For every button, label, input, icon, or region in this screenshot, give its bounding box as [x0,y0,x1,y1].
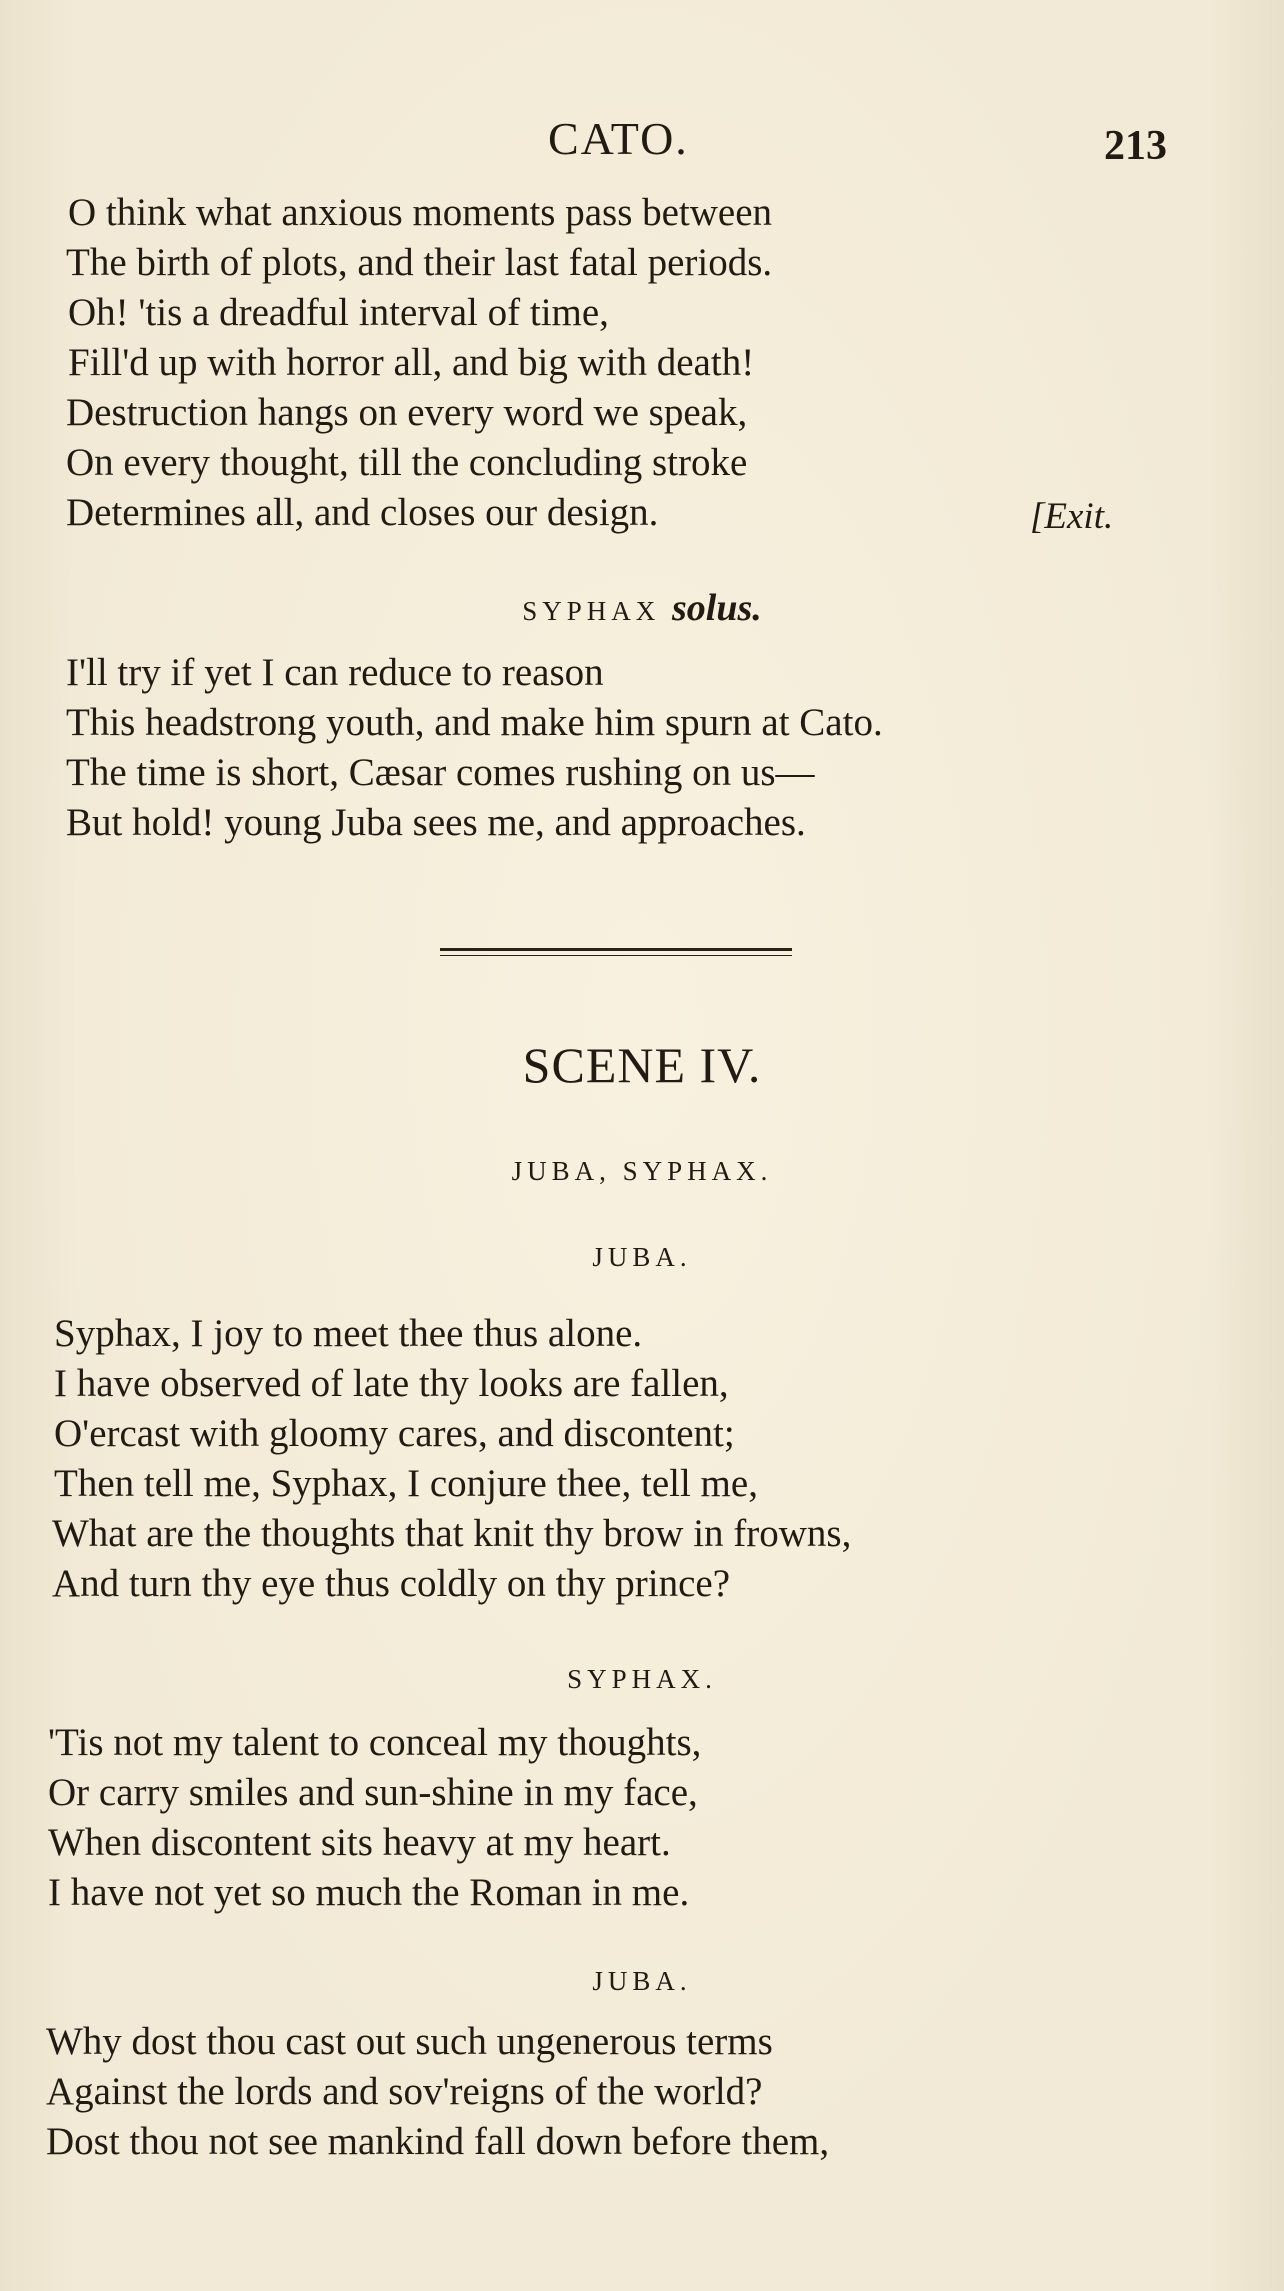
verse-line: The time is short, Cæsar comes rushing on us— [66,751,815,794]
verse-block-2 [0,648,1284,848]
speaker-juba: JUBA. [592,1242,692,1272]
page-number: 213 [1104,123,1167,169]
speech-juba-1 [0,1309,1284,1609]
verse-line: Why dost thou cast out such ungenerous terms [46,2020,773,2063]
verse-line: On every thought, till the concluding stroke [66,441,748,484]
running-head: CATO. [548,113,689,164]
verse-line: But hold! young Juba sees me, and approaches. [66,801,806,844]
verse-line: Syphax, I joy to meet thee thus alone. [54,1312,643,1355]
scene-characters: JUBA, SYPHAX. [511,1156,773,1186]
speaker-juba-2: JUBA. [592,1966,692,1996]
speaker-qualifier: solus. [672,587,762,629]
speaker-syphax-solus [0,586,1284,630]
verse-line: Destruction hangs on every word we speak, [66,391,748,434]
speech-syphax-1 [0,1718,1284,1918]
verse-line: Determines all, and closes our design. [66,491,659,534]
scene-title: SCENE IV. [522,1037,762,1093]
verse-line: Oh! 'tis a dreadful interval of time, [68,291,609,334]
verse-line: Dost thou not see mankind fall down before them, [46,2120,830,2163]
verse-line: O think what anxious moments pass between [68,191,773,234]
verse-block-1 [0,188,1284,538]
verse-line: I have observed of late thy looks are fallen, [54,1362,729,1405]
verse-line: This headstrong youth, and make him spurn at Cato. [66,701,883,744]
verse-line: What are the thoughts that knit thy brow in frowns, [52,1512,852,1555]
speaker-name: SYPHAX [522,596,661,626]
speech-juba-2 [0,2017,1284,2167]
verse-line: When discontent sits heavy at my heart. [48,1821,671,1864]
verse-line: Against the lords and sov'reigns of the world? [46,2070,763,2113]
verse-line: The birth of plots, and their last fatal periods. [66,241,773,284]
stage-direction-exit: [Exit. [1030,496,1114,537]
verse-line: Or carry smiles and sun-shine in my face, [48,1771,698,1814]
verse-line: O'ercast with gloomy cares, and discontent; [54,1412,735,1455]
verse-line: 'Tis not my talent to conceal my thoughts, [48,1721,702,1764]
verse-line: And turn thy eye thus coldly on thy prince? [52,1562,731,1605]
verse-line: I have not yet so much the Roman in me. [48,1871,690,1914]
verse-line: Then tell me, Syphax, I conjure thee, tell me, [54,1462,758,1505]
verse-line: Fill'd up with horror all, and big with death! [68,341,755,384]
verse-line: I'll try if yet I can reduce to reason [66,651,604,694]
speaker-syphax: SYPHAX. [567,1664,717,1694]
